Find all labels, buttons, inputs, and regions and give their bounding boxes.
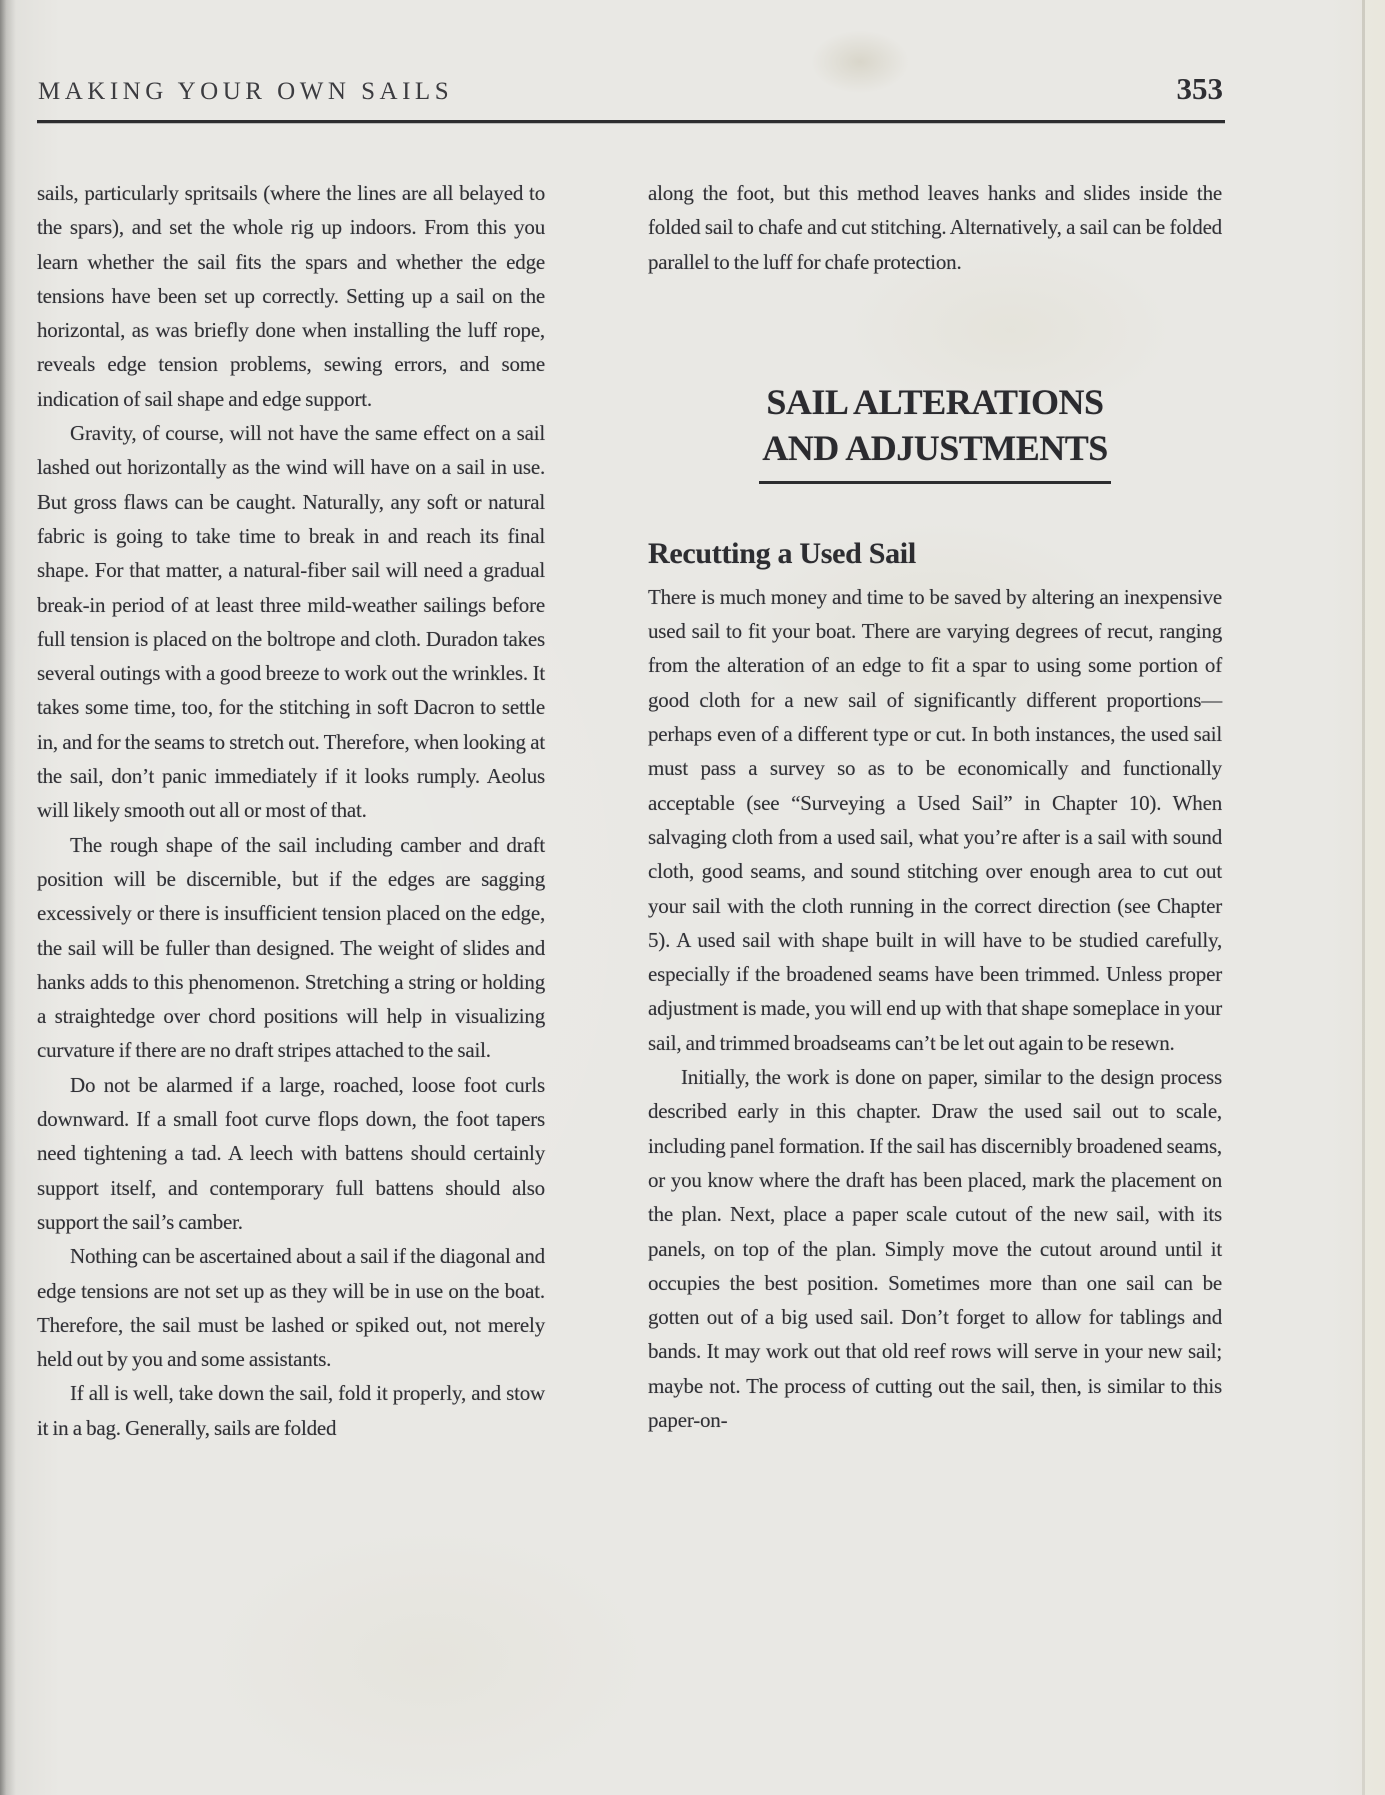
header-rule [37,120,1225,123]
section-heading-line2: AND ADJUSTMENTS [762,427,1108,468]
book-gutter-shadow [0,0,16,1795]
body-paragraph: Do not be alarmed if a large, roached, loose foot curls downward. If a small foot curve flops down, the foot tapers need tightening a tad. A leech with battens should certainly support itself, and contemporary full battens should also support the sail’s camber. [37,1072,545,1234]
running-title: MAKING YOUR OWN SAILS [38,78,454,105]
subsection-heading: Recutting a Used Sail [648,536,916,570]
body-paragraph: The rough shape of the sail including camber and draft position will be discernible, but if the edges are sagging excessively or there is insufficient tension placed on the edge, the sail will be fuller than designed. The weight of slides and hanks adds to this phenomenon. Stretching a string or holding a straightedge over chord positions will help in visualizing curvature if there are no draft stripes attached to the sail. [37,832,545,1063]
section-heading-rule [759,481,1111,484]
body-paragraph: along the foot, but this method leaves hanks and slides inside the folded sail to chafe and cut stitching. Alternatively, a sail can be folded parallel to the luff for chafe protection. [648,181,1222,274]
page-number: 353 [1176,71,1223,106]
left-column [37,176,545,1445]
section-heading [648,379,1222,471]
body-paragraph: sails, particularly spritsails (where the lines are all belayed to the spars), and set the whole rig up indoors. From this you learn whether the sail fits the spars and whether the edge tensions have been set up correctly. Setting up a sail on the horizontal, as was briefly done when installing the luff rope, reveals edge tension problems, sewing errors, and some indication of sail shape and edge support. [37,181,545,411]
body-paragraph: Nothing can be ascertained about a sail if the diagonal and edge tensions are not set up as they will be in use on the boat. Therefore, the sail must be lashed or spiked out, not merely held out by you and some assistants. [37,1244,545,1372]
body-paragraph: There is much money and time to be saved by altering an inexpensive used sail to fit your boat. There are varying degrees of recut, ranging from the alteration of an edge to fit a spar to using some portion of good cloth for a new sail of significantly different proportions—perhaps even of a different type or cut. In both instances, the used sail must pass a survey so as to be economically and functionally acceptable (see “Surveying a Used Sail” in Chapter 10). When salvaging cloth from a used sail, what you’re after is a sail with sound cloth, good seams, and sound stitching over enough area to cut out your sail with the cloth running in the correct direction (see Chapter 5). A used sail with shape built in will have to be studied carefully, especially if the broadened seams have been trimmed. Unless proper adjustment is made, you will end up with that shape someplace in your sail, and trimmed broadseams can’t be let out again to be resewn. [648,584,1222,1055]
body-paragraph: If all is well, take down the sail, fold it properly, and stow it in a bag. Generally, sails are folded [37,1381,545,1440]
body-paragraph: Gravity, of course, will not have the same effect on a sail lashed out horizontally as the wind will have on a sail in use. But gross flaws can be caught. Naturally, any soft or natural fabric is going to take time to break in and reach its final shape. For that matter, a natural-fiber sail will need a gradual break-in period of at least three mild-weather sailings before full tension is placed on the boltrope and cloth. Duradon takes several outings with a good breeze to work out the wrinkles. It takes some time, too, for the stitching in soft Dacron to settle in, and for the seams to stretch out. Therefore, when looking at the sail, don’t panic immediately if it looks rumply. Aeolus will likely smooth out all or most of that. [37,421,545,823]
page-edge-paper [1365,0,1385,1795]
body-paragraph: Initially, the work is done on paper, similar to the design process described early in this chapter. Draw the used sail out to scale, including panel formation. If the sail has discernibly broadened seams, or you know where the draft has been placed, mark the placement on the plan. Next, place a paper scale cutout of the new sail, with its panels, on top of the plan. Simply move the cutout around until it occupies the best position. Sometimes more than one sail can be gotten out of a big used sail. Don’t forget to allow for tablings and bands. It may work out that old reef rows will serve in your new sail; maybe not. The process of cutting out the sail, then, is similar to this paper-on- [648,1065,1222,1433]
page-edge-line [1362,0,1365,1795]
right-column [648,176,1222,1437]
section-heading-line1: SAIL ALTERATIONS [766,381,1104,422]
